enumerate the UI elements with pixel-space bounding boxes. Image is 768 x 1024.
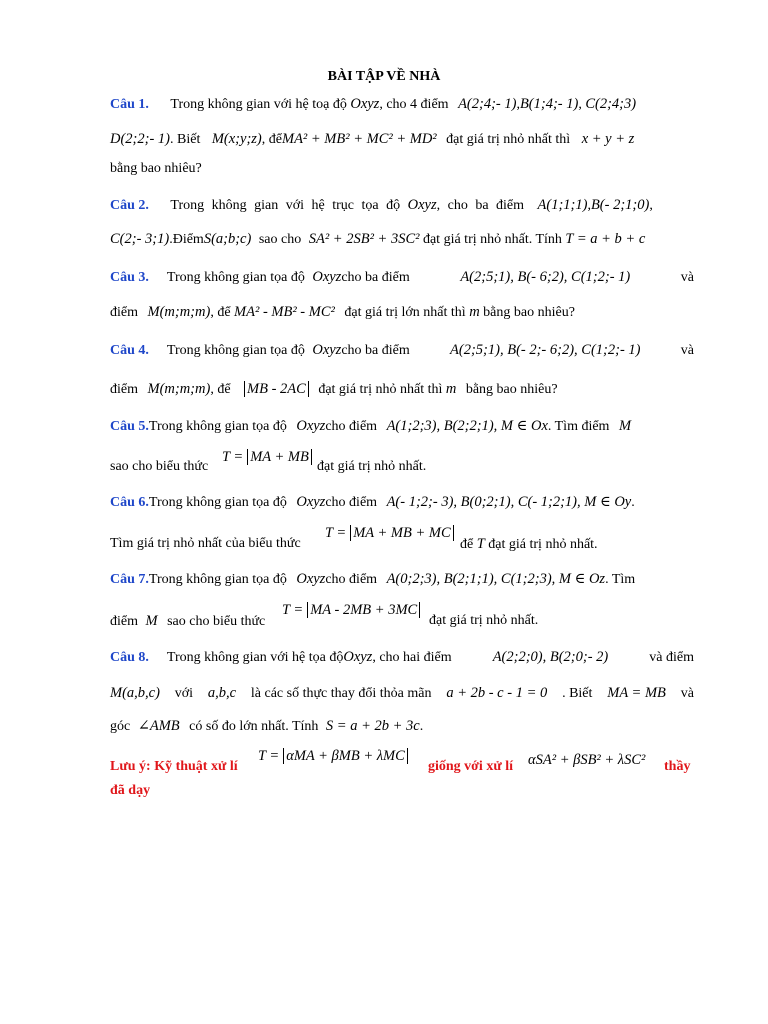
q1-text: đạt giá trị nhỏ nhất thì	[446, 132, 571, 147]
q6-formula: MA + MB + MC	[350, 525, 453, 541]
q8-text: .	[419, 719, 424, 734]
q1-formula: M(x;y;z)	[211, 131, 262, 147]
q1-line2	[110, 131, 634, 148]
q8-line2	[110, 685, 694, 702]
q3-text: bằng bao nhiêu?	[483, 305, 575, 320]
q2-text: ,	[587, 198, 591, 213]
q6-expression	[325, 525, 454, 542]
q3-formula: A(2;5;1), B(- 6;2), C(1;2;- 1)	[460, 269, 631, 285]
q8-text: là các số thực thay đổi thỏa mãn	[250, 686, 432, 701]
q2-text: .Điểm	[169, 232, 204, 247]
q6-formula: Oxyz	[296, 494, 326, 510]
q6-text: .	[631, 495, 635, 510]
q3-line2	[110, 304, 575, 321]
q1-formula: x + y + z	[581, 131, 635, 147]
q5-formula: T =	[222, 449, 244, 465]
q3-text: Trong không gian tọa độ	[166, 270, 305, 285]
q2-formula: SA² + 2SB² + 3SC²	[308, 231, 420, 247]
note-formula: T =	[258, 748, 280, 764]
q6-label: Câu 6.	[110, 495, 149, 510]
q2-formula: A(1;1;1)	[537, 197, 588, 213]
page-title: BÀI TẬP VỀ NHÀ	[327, 69, 441, 84]
q5-formula: A(1;2;3), B(2;2;1), M ∈ Ox	[386, 418, 548, 434]
note-line2: đã dạy	[110, 783, 151, 798]
q5-line2	[110, 459, 208, 475]
q8-formula: MA = MB	[607, 685, 666, 701]
q2-formula: B(- 2;1;0)	[590, 197, 650, 213]
q4-text: bằng bao nhiêu?	[465, 382, 558, 397]
q1-text: Trong không gian với hệ toạ độ	[170, 97, 347, 112]
q6-tail	[460, 536, 598, 553]
q3-formula: M(m;m;m)	[147, 304, 211, 320]
q5-line1	[110, 418, 631, 435]
note-expression-1	[258, 748, 408, 765]
note-text: thầy	[664, 759, 691, 774]
q1-text: . Biết	[170, 132, 201, 147]
q8-formula: M(a,b,c)	[110, 685, 160, 701]
q5-formula: M	[618, 418, 632, 434]
q4-formula: m	[445, 381, 457, 397]
q6-text: để	[460, 537, 474, 552]
q8-formula: A(2;2;0), B(2;0;- 2)	[492, 649, 609, 665]
q6-text: Trong không gian tọa độ	[148, 495, 287, 510]
q2-text: đạt giá trị nhỏ nhất. Tính	[422, 232, 562, 247]
q1-text: ,	[516, 97, 520, 112]
note-formula: αSA² + βSB² + λSC²	[528, 752, 646, 768]
q7-label: Câu 7.	[110, 572, 149, 587]
q5-text: Trong không gian tọa độ	[148, 419, 287, 434]
q2-text: sao cho	[258, 232, 302, 247]
q8-formula: S = a + 2b + 3c	[325, 718, 420, 734]
q3-formula: MA² - MB² - MC²	[234, 304, 335, 320]
q7-line1	[110, 571, 635, 588]
q7-formula: A(0;2;3), B(2;1;1), C(1;2;3), M ∈ Oz	[386, 571, 606, 587]
q7-text: Trong không gian tọa độ	[148, 572, 287, 587]
q2-text: Trong không gian với hệ trục tọa độ	[170, 198, 401, 213]
q4-text: , để	[210, 382, 231, 397]
q2-formula: T = a + b + c	[565, 231, 646, 247]
q8-line3	[110, 718, 423, 735]
q1-formula: B(1;4;- 1)	[519, 96, 579, 112]
q5-formula: MA + MB	[247, 449, 312, 465]
q5-expression	[222, 449, 312, 466]
q3-formula: Oxyz	[312, 269, 342, 285]
q1-formula: A(2;4;- 1)	[458, 96, 517, 112]
q6-formula: T =	[325, 525, 347, 541]
q4-text: và	[680, 343, 694, 358]
q8-formula: Oxyz	[343, 649, 373, 665]
q7-text: cho điểm	[325, 572, 378, 587]
q4-line1	[110, 342, 694, 359]
q3-formula: m	[469, 304, 480, 320]
q2-formula: Oxyz	[407, 197, 437, 213]
q3-label: Câu 3.	[110, 270, 149, 285]
q4-formula: Oxyz	[312, 342, 342, 358]
q4-formula: A(2;5;1), B(- 2;- 6;2), C(1;2;- 1)	[450, 342, 641, 358]
q4-text: đạt giá trị nhỏ nhất thì	[318, 382, 443, 397]
note-formula: αMA + βMB + λMC	[283, 748, 408, 764]
q3-text: , để	[210, 305, 231, 320]
q6-text: Tìm giá trị nhỏ nhất của biểu thức	[110, 536, 301, 551]
q8-text: có số đo lớn nhất. Tính	[189, 719, 319, 734]
q1-formula: MA² + MB² + MC² + MD²	[281, 131, 437, 147]
q1-text: , cho 4 điểm	[379, 97, 449, 112]
q6-formula: A(- 1;2;- 3), B(0;2;1), C(- 1;2;1), M ∈ Oy	[386, 494, 632, 510]
q2-formula: S(a;b;c)	[203, 231, 252, 247]
q1-line1	[110, 96, 636, 113]
q2-text: , cho ba điểm	[436, 198, 525, 213]
q6-text: đạt giá trị nhỏ nhất.	[488, 537, 598, 552]
q8-text: . Biết	[562, 686, 593, 701]
q6-line1	[110, 494, 635, 511]
q1-line3: bằng bao nhiêu?	[110, 161, 202, 176]
q7-formula: Oxyz	[296, 571, 326, 587]
q4-text: điểm	[110, 382, 138, 397]
q8-line1	[110, 649, 694, 666]
q6-text: cho điểm	[325, 495, 378, 510]
q5-formula: Oxyz	[296, 418, 326, 434]
q7-formula: MA - 2MB + 3MC	[307, 602, 420, 618]
q4-text: cho ba điểm	[341, 343, 410, 358]
q2-label: Câu 2.	[110, 198, 149, 213]
q6-line2	[110, 536, 301, 552]
q7-expression	[282, 602, 420, 619]
q1-text: , để	[261, 132, 282, 147]
q8-formula: ∠AMB	[137, 718, 180, 734]
q7-formula: T =	[282, 602, 304, 618]
q8-formula: a,b,c	[207, 685, 237, 701]
q2-formula: C(2;- 3;1)	[110, 231, 170, 247]
q8-label: Câu 8.	[110, 650, 149, 665]
note-expression-2	[528, 752, 645, 769]
q3-text: điểm	[110, 305, 138, 320]
q1-formula: C(2;4;3)	[585, 96, 637, 112]
q8-text: góc	[110, 719, 131, 734]
q2-line2	[110, 231, 645, 248]
q7-line2	[110, 613, 265, 630]
q4-formula: M(m;m;m)	[147, 381, 211, 397]
q8-formula: a + 2b - c - 1 = 0	[446, 685, 548, 701]
q1-formula: D(2;2;- 1)	[110, 131, 170, 147]
q8-text: và	[680, 686, 694, 701]
q2-line1	[110, 197, 653, 214]
q8-text: Trong không gian với hệ tọa độ	[166, 650, 344, 665]
q1-label: Câu 1.	[110, 97, 149, 112]
q7-text: sao cho biểu thức	[167, 614, 266, 629]
q5-text: cho điểm	[325, 419, 378, 434]
note-label: Lưu ý: Kỹ thuật xử lí	[110, 759, 238, 774]
q1-formula: Oxyz	[350, 96, 380, 112]
q7-text: . Tìm	[605, 572, 636, 587]
q4-line2	[110, 381, 558, 398]
q4-text: Trong không gian tọa độ	[166, 343, 305, 358]
q8-text: , cho hai điểm	[372, 650, 452, 665]
q6-formula: T	[476, 536, 485, 552]
q4-formula: MB - 2AC	[244, 381, 309, 397]
q8-text: và điểm	[649, 650, 694, 665]
q3-text: cho ba điểm	[341, 270, 410, 285]
q5-text: sao cho biểu thức	[110, 459, 209, 474]
note-text: giống với xử lí	[428, 759, 513, 774]
q3-line1	[110, 269, 694, 286]
q7-tail: đạt giá trị nhỏ nhất.	[429, 613, 539, 628]
q5-tail: đạt giá trị nhỏ nhất.	[317, 459, 427, 474]
q5-text: . Tìm điểm	[547, 419, 610, 434]
q1-text: ,	[578, 97, 582, 112]
q2-text: ,	[649, 198, 653, 213]
q7-text: điểm	[110, 614, 138, 629]
q3-text: đạt giá trị lớn nhất thì	[344, 305, 466, 320]
q8-text: với	[174, 686, 194, 701]
q5-label: Câu 5.	[110, 419, 149, 434]
q4-label: Câu 4.	[110, 343, 149, 358]
q7-formula: M	[145, 613, 158, 629]
q3-text: và	[680, 270, 694, 285]
